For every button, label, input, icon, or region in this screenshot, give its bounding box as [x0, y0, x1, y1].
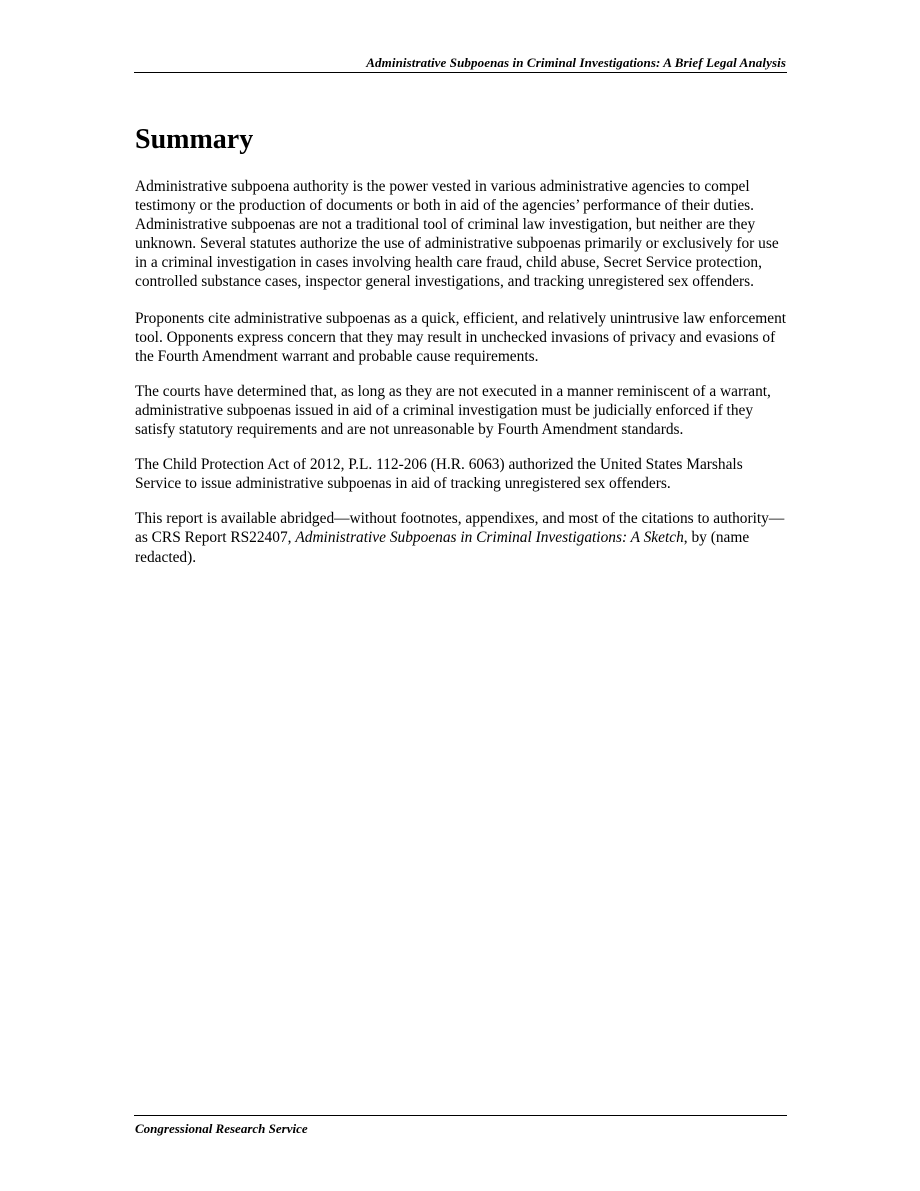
summary-paragraph-2: Proponents cite administrative subpoenas as a quick, efficient, and relatively unintrusive law enforcement tool. Opponents express concern that they may result in unchecked invasions of privacy and evasions of the Fourth Amendment warrant and probable cause requirements.	[135, 309, 787, 365]
running-header-title: Administrative Subpoenas in Criminal Investigations: A Brief Legal Analysis	[366, 55, 786, 70]
summary-paragraph-5	[135, 509, 790, 566]
page-title: Summary	[135, 124, 254, 155]
running-footer-organization: Congressional Research Service	[135, 1121, 308, 1136]
abridged-note-lead: This report is available abridged—without footnotes, appendixes, and most of the citations to authority—as CRS Report RS22407,	[135, 510, 785, 547]
footer-rule	[134, 1115, 787, 1116]
abridged-report-title: Administrative Subpoenas in Criminal Investigations: A Sketch	[295, 529, 684, 547]
summary-paragraph-1: Administrative subpoena authority is the power vested in various administrative agencies to compel testimony or the production of documents or both in aid of the agencies’ performance of their duties. Administrative subpoenas are not a traditional tool of criminal law investigation, but neither are they unknown. Several statutes authorize the use of administrative subpoenas primarily or exclusively for use in a criminal investigation in cases involving health care fraud, child abuse, Secret Service protection, controlled substance cases, inspector general investigations, and tracking unregistered sex offenders.	[135, 178, 779, 291]
summary-body	[135, 177, 790, 583]
header-rule	[134, 72, 787, 73]
summary-paragraph-4: The Child Protection Act of 2012, P.L. 112-206 (H.R. 6063) authorized the United States Marshals Service to issue administrative subpoenas in aid of tracking unregistered sex offenders.	[135, 456, 743, 493]
abridged-note-tail: , by (name redacted).	[135, 529, 750, 566]
summary-paragraph-3: The courts have determined that, as long as they are not executed in a manner reminiscent of a warrant, administrative subpoenas issued in aid of a criminal investigation must be judicially enforced if they satisfy statutory requirements and are not unreasonable by Fourth Amendment standards.	[135, 382, 771, 439]
